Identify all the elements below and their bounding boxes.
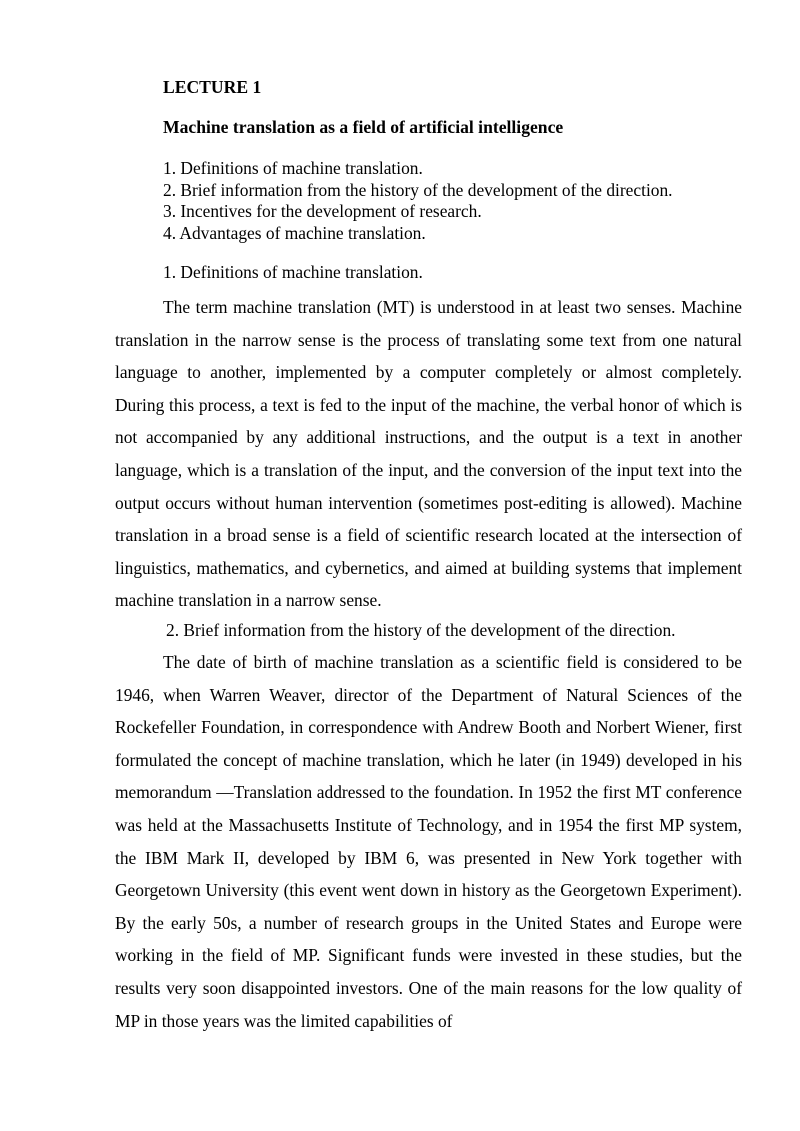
section-paragraph-definitions: The term machine translation (MT) is understood in at least two senses. Machine translation in the narrow sense is the process of translating some text from one natural language to another, implemented by a computer completely or almost completely. During this process, a text is fed to the input of the machine, the verbal honor of which is not accompanied by any additional instructions, and the output is a text in another language, which is a translation of the input, and the conversion of the input text into the output occurs without human intervention (sometimes post-editing is allowed). Machine translation in a broad sense is a field of scientific research located at the intersection of linguistics, mathematics, and cybernetics, and aimed at building systems that implement machine translation in a narrow sense.: [115, 297, 742, 611]
section-paragraph-history: The date of birth of machine translation as a scientific field is considered to be 1946, when Warren Weaver, director of the Department of Natural Sciences of the Rockefeller Foundation, in correspondence with Andrew Booth and Norbert Wiener, first formulated the concept of machine translation, which he later (in 1949) developed in his memorandum —Translation addressed to the foundation. In 1952 the first MT conference was held at the Massachusetts Institute of Technology, and in 1954 the first MP system, the IBM Mark II, developed by IBM 6, was presented in New York together with Georgetown University (this event went down in history as the Georgetown Experiment). By the early 50s, a number of research groups in the United States and Europe were working in the field of MP. Significant funds were invested in these studies, but the results very soon disappointed investors. One of the main reasons for the low quality of MP in those years was the limited capabilities of: [115, 652, 742, 1031]
lecture-label: LECTURE 1: [163, 77, 262, 97]
outline-item: 1. Definitions of machine translation.: [163, 158, 423, 178]
outline-item: 4. Advantages of machine translation.: [163, 223, 426, 244]
section-heading-history: 2. Brief information from the history of the development of the direction.: [166, 620, 676, 640]
outline-item: 2. Brief information from the history of the development of the direction.: [163, 179, 673, 200]
outline-item: 3. Incentives for the development of research.: [163, 201, 482, 222]
lecture-title: Machine translation as a field of artificial intelligence: [163, 117, 564, 137]
lecture-outline: [163, 158, 673, 245]
section-heading-definitions: 1. Definitions of machine translation.: [163, 262, 423, 282]
